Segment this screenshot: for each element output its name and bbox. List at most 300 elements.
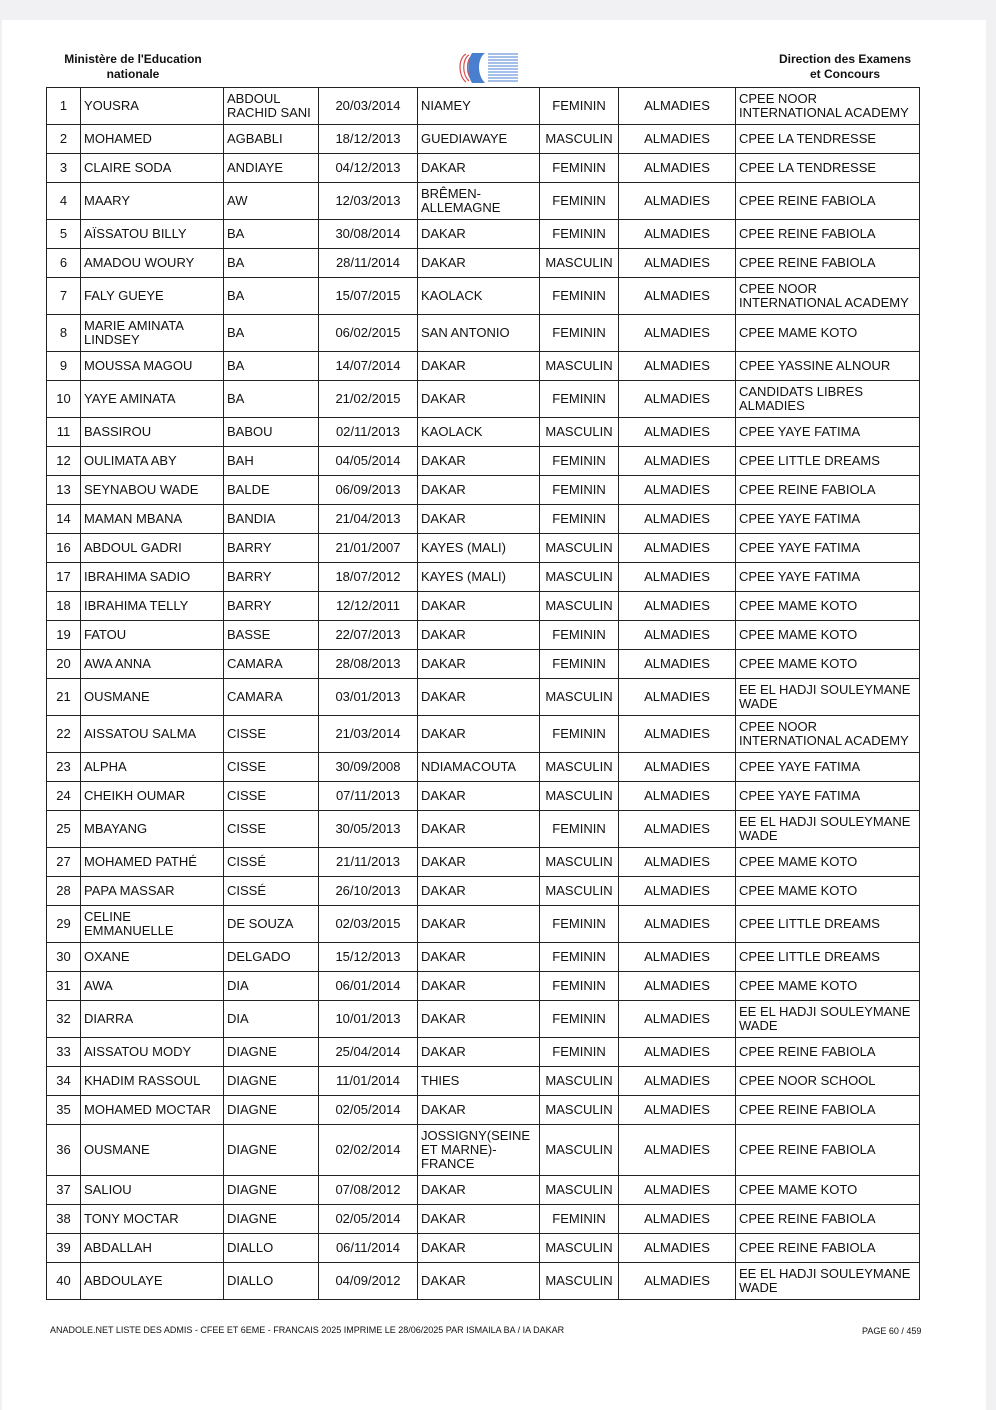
last-name-cell: DIALLO <box>224 1263 319 1300</box>
table-row <box>47 183 920 220</box>
school-cell: CPEE NOOR INTERNATIONAL ACADEMY <box>736 88 920 125</box>
first-name-cell: FALY GUEYE <box>81 278 224 315</box>
school-cell: CPEE REINE FABIOLA <box>736 183 920 220</box>
exam-center-cell: ALMADIES <box>619 183 736 220</box>
school-cell: CPEE REINE FABIOLA <box>736 1096 920 1125</box>
exam-center-cell: ALMADIES <box>619 249 736 278</box>
exam-center-cell: ALMADIES <box>619 563 736 592</box>
table-row <box>47 505 920 534</box>
table-row <box>47 972 920 1001</box>
last-name-cell: DIAGNE <box>224 1176 319 1205</box>
row-number-cell: 14 <box>47 505 81 534</box>
school-cell: CPEE MAME KOTO <box>736 315 920 352</box>
last-name-cell: BA <box>224 220 319 249</box>
last-name-cell: CAMARA <box>224 650 319 679</box>
school-cell: CPEE REINE FABIOLA <box>736 249 920 278</box>
first-name-cell: YOUSRA <box>81 88 224 125</box>
school-cell: CPEE REINE FABIOLA <box>736 1038 920 1067</box>
last-name-cell: CISSE <box>224 753 319 782</box>
birth-place-cell: NIAMEY <box>418 88 540 125</box>
row-number-cell: 25 <box>47 811 81 848</box>
birth-place-cell: DAKAR <box>418 476 540 505</box>
last-name-cell: BA <box>224 352 319 381</box>
birth-date-cell: 06/02/2015 <box>319 315 418 352</box>
admitted-candidates-table <box>46 87 920 1300</box>
table-row <box>47 315 920 352</box>
birth-date-cell: 21/01/2007 <box>319 534 418 563</box>
first-name-cell: MAMAN MBANA <box>81 505 224 534</box>
exam-center-cell: ALMADIES <box>619 877 736 906</box>
first-name-cell: PAPA MASSAR <box>81 877 224 906</box>
table-row <box>47 447 920 476</box>
table-row <box>47 716 920 753</box>
table-row <box>47 278 920 315</box>
last-name-cell: DIAGNE <box>224 1125 319 1176</box>
birth-place-cell: DAKAR <box>418 848 540 877</box>
gender-cell: FEMININ <box>540 278 619 315</box>
birth-date-cell: 21/02/2015 <box>319 381 418 418</box>
birth-place-cell: DAKAR <box>418 154 540 183</box>
gender-cell: FEMININ <box>540 505 619 534</box>
last-name-cell: BA <box>224 278 319 315</box>
exam-center-cell: ALMADIES <box>619 1176 736 1205</box>
table-row <box>47 88 920 125</box>
row-number-cell: 5 <box>47 220 81 249</box>
last-name-cell: CAMARA <box>224 679 319 716</box>
direction-header <box>760 52 930 82</box>
row-number-cell: 9 <box>47 352 81 381</box>
exam-center-cell: ALMADIES <box>619 1234 736 1263</box>
birth-date-cell: 02/02/2014 <box>319 1125 418 1176</box>
gender-cell: FEMININ <box>540 650 619 679</box>
school-cell: CPEE REINE FABIOLA <box>736 476 920 505</box>
school-cell: EE EL HADJI SOULEYMANE WADE <box>736 1001 920 1038</box>
last-name-cell: CISSÉ <box>224 848 319 877</box>
school-cell: CPEE MAME KOTO <box>736 848 920 877</box>
school-cell: CPEE REINE FABIOLA <box>736 1234 920 1263</box>
birth-place-cell: DAKAR <box>418 1096 540 1125</box>
birth-date-cell: 02/03/2015 <box>319 906 418 943</box>
birth-date-cell: 28/08/2013 <box>319 650 418 679</box>
table-row <box>47 621 920 650</box>
last-name-cell: AGBABLI <box>224 125 319 154</box>
gender-cell: FEMININ <box>540 811 619 848</box>
birth-place-cell: GUEDIAWAYE <box>418 125 540 154</box>
birth-date-cell: 04/05/2014 <box>319 447 418 476</box>
table-row <box>47 563 920 592</box>
last-name-cell: CISSE <box>224 782 319 811</box>
exam-center-cell: ALMADIES <box>619 381 736 418</box>
birth-place-cell: DAKAR <box>418 782 540 811</box>
first-name-cell: AMADOU WOURY <box>81 249 224 278</box>
exam-center-cell: ALMADIES <box>619 220 736 249</box>
first-name-cell: AÏSSATOU BILLY <box>81 220 224 249</box>
gender-cell: MASCULIN <box>540 1125 619 1176</box>
school-cell: CPEE YAYE FATIMA <box>736 782 920 811</box>
last-name-cell: BALDE <box>224 476 319 505</box>
birth-place-cell: BRÊMEN-ALLEMAGNE <box>418 183 540 220</box>
first-name-cell: FATOU <box>81 621 224 650</box>
first-name-cell: SALIOU <box>81 1176 224 1205</box>
gender-cell: FEMININ <box>540 621 619 650</box>
last-name-cell: DIA <box>224 1001 319 1038</box>
school-cell: CPEE MAME KOTO <box>736 877 920 906</box>
row-number-cell: 24 <box>47 782 81 811</box>
school-cell: EE EL HADJI SOULEYMANE WADE <box>736 679 920 716</box>
gender-cell: FEMININ <box>540 906 619 943</box>
birth-place-cell: DAKAR <box>418 811 540 848</box>
first-name-cell: MAARY <box>81 183 224 220</box>
birth-place-cell: KAOLACK <box>418 278 540 315</box>
birth-date-cell: 21/03/2014 <box>319 716 418 753</box>
birth-place-cell: NDIAMACOUTA <box>418 753 540 782</box>
table-body <box>47 88 920 1300</box>
exam-center-cell: ALMADIES <box>619 592 736 621</box>
gender-cell: MASCULIN <box>540 534 619 563</box>
school-cell: CPEE YAYE FATIMA <box>736 534 920 563</box>
gender-cell: FEMININ <box>540 447 619 476</box>
row-number-cell: 3 <box>47 154 81 183</box>
gender-cell: FEMININ <box>540 972 619 1001</box>
first-name-cell: OUSMANE <box>81 1125 224 1176</box>
table-row <box>47 782 920 811</box>
row-number-cell: 19 <box>47 621 81 650</box>
birth-date-cell: 03/01/2013 <box>319 679 418 716</box>
gender-cell: FEMININ <box>540 183 619 220</box>
last-name-cell: CISSÉ <box>224 877 319 906</box>
row-number-cell: 32 <box>47 1001 81 1038</box>
row-number-cell: 27 <box>47 848 81 877</box>
first-name-cell: DIARRA <box>81 1001 224 1038</box>
gender-cell: MASCULIN <box>540 782 619 811</box>
birth-date-cell: 07/11/2013 <box>319 782 418 811</box>
exam-center-cell: ALMADIES <box>619 1263 736 1300</box>
school-cell: EE EL HADJI SOULEYMANE WADE <box>736 1263 920 1300</box>
table-row <box>47 220 920 249</box>
last-name-cell: BANDIA <box>224 505 319 534</box>
exam-center-cell: ALMADIES <box>619 505 736 534</box>
ministry-line-1: Ministère de l'Education <box>64 52 202 66</box>
row-number-cell: 6 <box>47 249 81 278</box>
school-cell: CPEE LITTLE DREAMS <box>736 906 920 943</box>
row-number-cell: 12 <box>47 447 81 476</box>
first-name-cell: CELINE EMMANUELLE <box>81 906 224 943</box>
gender-cell: MASCULIN <box>540 1067 619 1096</box>
gender-cell: FEMININ <box>540 1205 619 1234</box>
gender-cell: MASCULIN <box>540 249 619 278</box>
row-number-cell: 40 <box>47 1263 81 1300</box>
last-name-cell: BARRY <box>224 563 319 592</box>
exam-center-cell: ALMADIES <box>619 154 736 183</box>
gender-cell: MASCULIN <box>540 125 619 154</box>
exam-center-cell: ALMADIES <box>619 621 736 650</box>
table-row <box>47 154 920 183</box>
school-cell: EE EL HADJI SOULEYMANE WADE <box>736 811 920 848</box>
birth-date-cell: 21/11/2013 <box>319 848 418 877</box>
first-name-cell: AWA <box>81 972 224 1001</box>
birth-place-cell: DAKAR <box>418 447 540 476</box>
first-name-cell: ABDOULAYE <box>81 1263 224 1300</box>
school-cell: CPEE YAYE FATIMA <box>736 418 920 447</box>
table-row <box>47 943 920 972</box>
school-cell: CPEE LITTLE DREAMS <box>736 447 920 476</box>
first-name-cell: ABDALLAH <box>81 1234 224 1263</box>
first-name-cell: SEYNABOU WADE <box>81 476 224 505</box>
last-name-cell: DIAGNE <box>224 1096 319 1125</box>
birth-place-cell: DAKAR <box>418 1038 540 1067</box>
birth-place-cell: KAYES (MALI) <box>418 534 540 563</box>
birth-date-cell: 07/08/2012 <box>319 1176 418 1205</box>
birth-date-cell: 06/01/2014 <box>319 972 418 1001</box>
exam-center-cell: ALMADIES <box>619 1096 736 1125</box>
birth-date-cell: 20/03/2014 <box>319 88 418 125</box>
gender-cell: FEMININ <box>540 1001 619 1038</box>
first-name-cell: ABDOUL GADRI <box>81 534 224 563</box>
row-number-cell: 35 <box>47 1096 81 1125</box>
last-name-cell: BARRY <box>224 534 319 563</box>
exam-center-cell: ALMADIES <box>619 1038 736 1067</box>
exam-center-cell: ALMADIES <box>619 418 736 447</box>
birth-date-cell: 02/05/2014 <box>319 1096 418 1125</box>
gender-cell: FEMININ <box>540 381 619 418</box>
last-name-cell: DIAGNE <box>224 1067 319 1096</box>
table-row <box>47 125 920 154</box>
gender-cell: FEMININ <box>540 476 619 505</box>
row-number-cell: 2 <box>47 125 81 154</box>
birth-date-cell: 02/11/2013 <box>319 418 418 447</box>
gender-cell: FEMININ <box>540 716 619 753</box>
last-name-cell: BABOU <box>224 418 319 447</box>
table-row <box>47 753 920 782</box>
gender-cell: FEMININ <box>540 88 619 125</box>
birth-place-cell: DAKAR <box>418 650 540 679</box>
school-cell: CPEE LA TENDRESSE <box>736 125 920 154</box>
birth-date-cell: 04/12/2013 <box>319 154 418 183</box>
table-row <box>47 381 920 418</box>
birth-place-cell: DAKAR <box>418 1001 540 1038</box>
table-row <box>47 249 920 278</box>
gender-cell: MASCULIN <box>540 352 619 381</box>
birth-date-cell: 12/12/2011 <box>319 592 418 621</box>
first-name-cell: MOHAMED PATHÉ <box>81 848 224 877</box>
birth-place-cell: KAOLACK <box>418 418 540 447</box>
birth-place-cell: DAKAR <box>418 943 540 972</box>
exam-center-cell: ALMADIES <box>619 943 736 972</box>
birth-date-cell: 18/12/2013 <box>319 125 418 154</box>
exam-center-cell: ALMADIES <box>619 1205 736 1234</box>
row-number-cell: 38 <box>47 1205 81 1234</box>
birth-place-cell: DAKAR <box>418 1234 540 1263</box>
last-name-cell: CISSE <box>224 811 319 848</box>
first-name-cell: OULIMATA ABY <box>81 447 224 476</box>
birth-date-cell: 30/09/2008 <box>319 753 418 782</box>
birth-date-cell: 15/07/2015 <box>319 278 418 315</box>
row-number-cell: 7 <box>47 278 81 315</box>
school-cell: CPEE MAME KOTO <box>736 972 920 1001</box>
exam-center-cell: ALMADIES <box>619 125 736 154</box>
exam-center-cell: ALMADIES <box>619 315 736 352</box>
last-name-cell: CISSE <box>224 716 319 753</box>
school-cell: CPEE YAYE FATIMA <box>736 563 920 592</box>
table-row <box>47 476 920 505</box>
row-number-cell: 23 <box>47 753 81 782</box>
gender-cell: FEMININ <box>540 154 619 183</box>
exam-center-cell: ALMADIES <box>619 782 736 811</box>
birth-date-cell: 21/04/2013 <box>319 505 418 534</box>
birth-date-cell: 02/05/2014 <box>319 1205 418 1234</box>
table-row <box>47 877 920 906</box>
first-name-cell: CHEIKH OUMAR <box>81 782 224 811</box>
first-name-cell: MBAYANG <box>81 811 224 848</box>
last-name-cell: ANDIAYE <box>224 154 319 183</box>
exam-center-cell: ALMADIES <box>619 352 736 381</box>
row-number-cell: 10 <box>47 381 81 418</box>
birth-date-cell: 22/07/2013 <box>319 621 418 650</box>
exam-center-cell: ALMADIES <box>619 811 736 848</box>
gender-cell: MASCULIN <box>540 1096 619 1125</box>
first-name-cell: AISSATOU MODY <box>81 1038 224 1067</box>
row-number-cell: 37 <box>47 1176 81 1205</box>
table-row <box>47 1096 920 1125</box>
birth-place-cell: KAYES (MALI) <box>418 563 540 592</box>
table-row <box>47 1125 920 1176</box>
gender-cell: FEMININ <box>540 315 619 352</box>
school-cell: CPEE YASSINE ALNOUR <box>736 352 920 381</box>
table-row <box>47 811 920 848</box>
gender-cell: MASCULIN <box>540 1176 619 1205</box>
birth-date-cell: 14/07/2014 <box>319 352 418 381</box>
first-name-cell: OXANE <box>81 943 224 972</box>
exam-center-cell: ALMADIES <box>619 447 736 476</box>
row-number-cell: 34 <box>47 1067 81 1096</box>
birth-place-cell: DAKAR <box>418 972 540 1001</box>
last-name-cell: BA <box>224 315 319 352</box>
exam-center-cell: ALMADIES <box>619 972 736 1001</box>
school-cell: CPEE NOOR SCHOOL <box>736 1067 920 1096</box>
row-number-cell: 16 <box>47 534 81 563</box>
gender-cell: MASCULIN <box>540 592 619 621</box>
last-name-cell: BAH <box>224 447 319 476</box>
row-number-cell: 31 <box>47 972 81 1001</box>
birth-date-cell: 18/07/2012 <box>319 563 418 592</box>
birth-place-cell: DAKAR <box>418 1205 540 1234</box>
first-name-cell: MOHAMED <box>81 125 224 154</box>
table-row <box>47 1205 920 1234</box>
birth-place-cell: DAKAR <box>418 1263 540 1300</box>
last-name-cell: DIALLO <box>224 1234 319 1263</box>
school-cell: CPEE REINE FABIOLA <box>736 220 920 249</box>
gender-cell: FEMININ <box>540 943 619 972</box>
birth-place-cell: DAKAR <box>418 621 540 650</box>
school-cell: CANDIDATS LIBRES ALMADIES <box>736 381 920 418</box>
row-number-cell: 21 <box>47 679 81 716</box>
exam-center-cell: ALMADIES <box>619 1067 736 1096</box>
exam-center-cell: ALMADIES <box>619 650 736 679</box>
birth-date-cell: 25/04/2014 <box>319 1038 418 1067</box>
exam-center-cell: ALMADIES <box>619 753 736 782</box>
page-number: PAGE 60 / 459 <box>862 1326 922 1336</box>
direction-line-1: Direction des Examens <box>778 52 912 66</box>
table-row <box>47 650 920 679</box>
table-row <box>47 352 920 381</box>
row-number-cell: 22 <box>47 716 81 753</box>
ministry-line-2: nationale <box>106 67 160 81</box>
first-name-cell: CLAIRE SODA <box>81 154 224 183</box>
school-cell: CPEE MAME KOTO <box>736 1176 920 1205</box>
birth-date-cell: 28/11/2014 <box>319 249 418 278</box>
last-name-cell: BASSE <box>224 621 319 650</box>
row-number-cell: 4 <box>47 183 81 220</box>
school-cell: CPEE LITTLE DREAMS <box>736 943 920 972</box>
row-number-cell: 1 <box>47 88 81 125</box>
table-row <box>47 848 920 877</box>
school-cell: CPEE LA TENDRESSE <box>736 154 920 183</box>
gender-cell: MASCULIN <box>540 1234 619 1263</box>
birth-place-cell: DAKAR <box>418 679 540 716</box>
birth-date-cell: 04/09/2012 <box>319 1263 418 1300</box>
first-name-cell: ALPHA <box>81 753 224 782</box>
birth-place-cell: DAKAR <box>418 877 540 906</box>
exam-center-cell: ALMADIES <box>619 679 736 716</box>
table-row <box>47 1234 920 1263</box>
school-cell: CPEE NOOR INTERNATIONAL ACADEMY <box>736 716 920 753</box>
exam-center-cell: ALMADIES <box>619 278 736 315</box>
gender-cell: MASCULIN <box>540 563 619 592</box>
birth-place-cell: DAKAR <box>418 505 540 534</box>
gender-cell: MASCULIN <box>540 1263 619 1300</box>
row-number-cell: 8 <box>47 315 81 352</box>
birth-place-cell: DAKAR <box>418 906 540 943</box>
last-name-cell: DIAGNE <box>224 1205 319 1234</box>
birth-date-cell: 30/05/2013 <box>319 811 418 848</box>
first-name-cell: IBRAHIMA SADIO <box>81 563 224 592</box>
first-name-cell: MOUSSA MAGOU <box>81 352 224 381</box>
table-row <box>47 1038 920 1067</box>
birth-place-cell: DAKAR <box>418 220 540 249</box>
birth-place-cell: DAKAR <box>418 1176 540 1205</box>
table-row <box>47 1001 920 1038</box>
first-name-cell: MOHAMED MOCTAR <box>81 1096 224 1125</box>
gender-cell: MASCULIN <box>540 877 619 906</box>
exam-center-cell: ALMADIES <box>619 476 736 505</box>
birth-date-cell: 06/09/2013 <box>319 476 418 505</box>
school-cell: CPEE MAME KOTO <box>736 650 920 679</box>
birth-place-cell: THIES <box>418 1067 540 1096</box>
birth-place-cell: DAKAR <box>418 716 540 753</box>
table-row <box>47 418 920 447</box>
first-name-cell: BASSIROU <box>81 418 224 447</box>
birth-place-cell: DAKAR <box>418 381 540 418</box>
school-cell: CPEE REINE FABIOLA <box>736 1205 920 1234</box>
last-name-cell: BA <box>224 249 319 278</box>
table-row <box>47 1067 920 1096</box>
birth-date-cell: 06/11/2014 <box>319 1234 418 1263</box>
school-cell: CPEE MAME KOTO <box>736 621 920 650</box>
row-number-cell: 18 <box>47 592 81 621</box>
first-name-cell: OUSMANE <box>81 679 224 716</box>
gender-cell: FEMININ <box>540 1038 619 1067</box>
exam-center-cell: ALMADIES <box>619 534 736 563</box>
first-name-cell: AWA ANNA <box>81 650 224 679</box>
exam-center-cell: ALMADIES <box>619 848 736 877</box>
birth-date-cell: 15/12/2013 <box>319 943 418 972</box>
ministry-header <box>48 52 218 82</box>
gender-cell: MASCULIN <box>540 848 619 877</box>
first-name-cell: AISSATOU SALMA <box>81 716 224 753</box>
row-number-cell: 20 <box>47 650 81 679</box>
birth-place-cell: DAKAR <box>418 249 540 278</box>
ministry-logo-icon <box>452 50 520 86</box>
